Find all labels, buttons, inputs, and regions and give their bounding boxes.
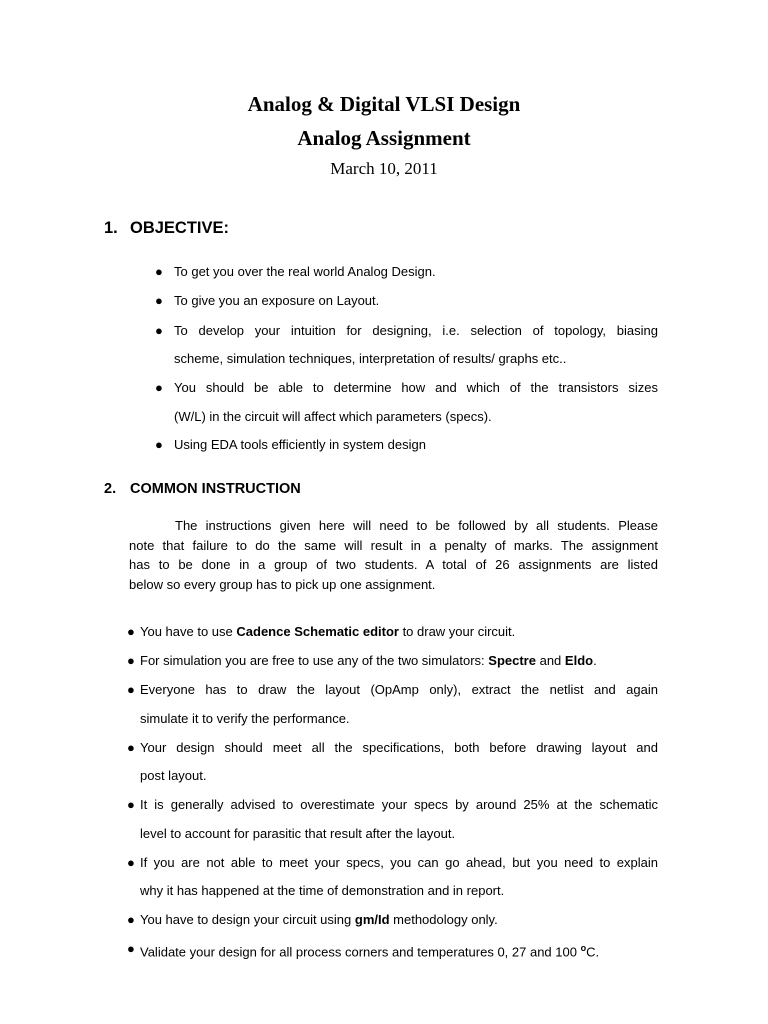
section-instruction-heading — [104, 481, 301, 497]
list-item: ● It is generally advised to overestimate your specs by around 25% at the schematic — [140, 790, 658, 819]
bullet-icon: ● — [127, 941, 135, 956]
list-item: ● If you are not able to meet your specs, you can go ahead, but you need to explain — [140, 848, 658, 877]
bullet-icon: ● — [155, 323, 163, 338]
bullet-icon: ● — [155, 264, 163, 279]
list-item: ● To develop your intuition for designing, i.e. selection of topology, biasing — [174, 316, 658, 345]
bullet-icon: ● — [127, 653, 135, 668]
section-objective-heading — [104, 219, 229, 238]
bullet-icon: ● — [127, 855, 135, 870]
document-date: March 10, 2011 — [330, 159, 438, 178]
list-item: ● You have to design your circuit using gm/Id methodology only. — [140, 905, 498, 934]
degree-symbol: o — [580, 943, 587, 953]
list-item-continuation: post layout. — [140, 768, 207, 783]
list-item: ● Everyone has to draw the layout (OpAmp only), extract the netlist and again — [140, 675, 658, 704]
list-item: ● Validate your design for all process corners and temperatures 0, 27 and 100 $^o$C. — [140, 934, 599, 966]
list-item: ● You should be able to determine how and which of the transistors sizes — [174, 373, 658, 402]
bullet-icon: ● — [155, 293, 163, 308]
list-item-continuation: level to account for parasitic that result after the layout. — [140, 826, 456, 841]
list-item-continuation: (W/L) in the circuit will affect which parameters (specs). — [174, 409, 492, 424]
bullet-icon: ● — [127, 624, 135, 639]
list-item: ● You have to use Cadence Schematic editor to draw your circuit. — [140, 617, 515, 646]
bullet-icon: ● — [127, 797, 135, 812]
bullet-icon: ● — [155, 380, 163, 395]
list-item: ● For simulation you are free to use any of the two simulators: Spectre and Eldo. — [140, 646, 597, 675]
section-title: OBJECTIVE: — [130, 219, 230, 237]
list-item: ● To give you an exposure on Layout. — [174, 286, 379, 315]
list-item: ● To get you over the real world Analog Design. — [174, 257, 436, 286]
list-item: ● Your design should meet all the specifications, both before drawing layout and — [140, 733, 658, 762]
instruction-paragraph: The instructions given here will need to be followed by all students. Please note that failure to do the same will result in a penalty of marks. The assignment has to be done in a group of two students. A total of 26 assignments are listed below so every group has to pick up one assignment. — [129, 518, 658, 593]
section-number: 2. — [104, 481, 117, 497]
bullet-icon: ● — [155, 437, 163, 452]
document-subtitle: Analog Assignment — [297, 126, 471, 150]
list-item: ● Using EDA tools efficiently in system design — [174, 430, 426, 459]
bullet-icon: ● — [127, 682, 135, 697]
bullet-icon: ● — [127, 912, 135, 927]
list-item-continuation: simulate it to verify the performance. — [140, 711, 350, 726]
section-title: COMMON INSTRUCTION — [130, 481, 301, 497]
document-title: Analog & Digital VLSI Design — [247, 92, 521, 116]
bullet-icon: ● — [127, 740, 135, 755]
section-number: 1. — [104, 219, 118, 237]
list-item-continuation: why it has happened at the time of demonstration and in report. — [140, 883, 505, 898]
list-item-continuation: scheme, simulation techniques, interpretation of results/ graphs etc.. — [174, 351, 567, 366]
